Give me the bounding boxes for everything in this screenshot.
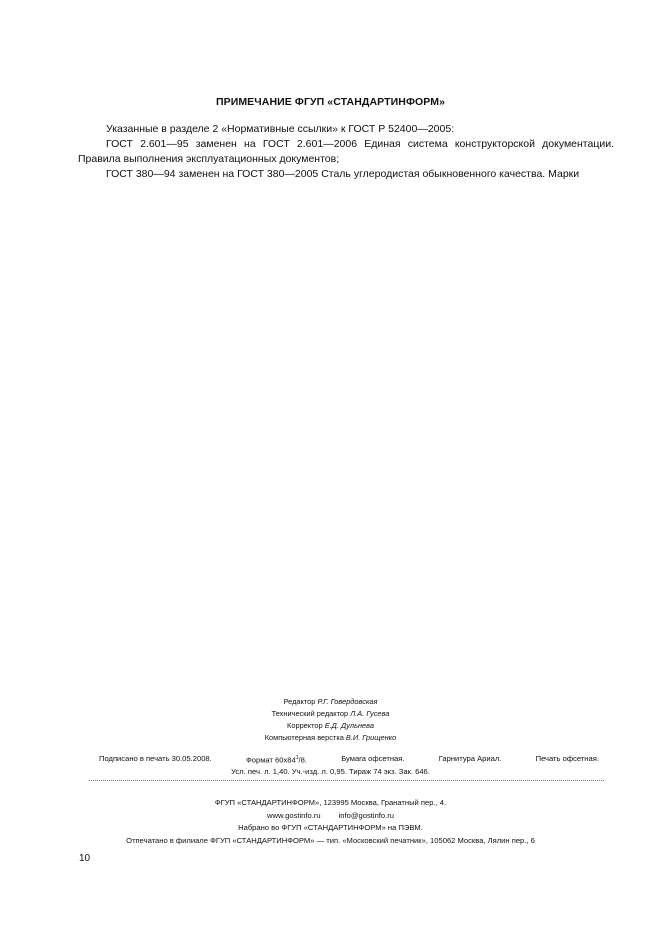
credit-editor <box>0 696 661 708</box>
credit-editor-name: Р.Г. Говердовская <box>317 697 378 706</box>
imprint-format-numerator: 1 <box>295 755 299 761</box>
credit-proofreader <box>0 720 661 732</box>
imprint-format-denominator: /8. <box>298 755 307 765</box>
imprint-paper: Бумага офсетная. <box>341 754 405 763</box>
publisher-printed: Отпечатано в филиале ФГУП «СТАНДАРТИНФОРМ» — тип. «Московский печатник», 105062 Москва, Лялин пер., 6 <box>126 835 535 845</box>
credit-tech-editor-name: Л.А. Гусева <box>350 709 390 718</box>
imprint-printing: Печать офсетная. <box>535 754 599 763</box>
credit-layout-label: Компьютерная верстка <box>264 733 344 742</box>
credit-layout <box>0 732 661 744</box>
publisher-address: ФГУП «СТАНДАРТИНФОРМ», 123995 Москва, Гранатный пер., 4. <box>214 798 447 807</box>
credit-editor-label: Редактор <box>283 697 316 706</box>
imprint-format-prefix: Формат 60х84 <box>245 755 296 765</box>
note-paragraph-3: Правила выполнения эксплуатационных документов; <box>78 153 340 165</box>
credit-proofreader-name: Е.Д. Дульнева <box>324 721 374 730</box>
note-paragraph-1: Указанные в разделе 2 «Нормативные ссылки» к ГОСТ Р 52400—2005: <box>106 123 455 135</box>
credit-proofreader-label: Корректор <box>287 721 323 730</box>
imprint-font: Гарнитура Ариал. <box>438 754 502 763</box>
publisher-contacts <box>0 810 661 823</box>
credit-tech-editor-label: Технический редактор <box>271 709 349 718</box>
imprint-row-2: Усл. печ. л. 1,40. Уч.-изд. л. 0,95. Тираж 74 экз. Зак. 646. <box>231 767 430 776</box>
credit-layout-name: В.И. Грищенко <box>345 733 397 742</box>
imprint-signed: Подписано в печать 30.05.2008. <box>99 754 212 763</box>
publisher-email: info@gostinfo.ru <box>338 810 395 820</box>
credits-block <box>0 696 661 744</box>
note-body <box>78 122 614 182</box>
note-paragraph-4: ГОСТ 380—94 заменен на ГОСТ 380—2005 Сталь углеродистая обыкновенного качества. Марки <box>106 168 580 180</box>
page-number: 10 <box>79 853 91 864</box>
credit-tech-editor <box>0 708 661 720</box>
note-paragraph-2: ГОСТ 2.601—95 заменен на ГОСТ 2.601—2006 Единая система конструкторской документации. <box>106 138 614 150</box>
publisher-block <box>0 797 661 847</box>
divider-line <box>89 780 604 781</box>
publisher-typeset: Набрано во ФГУП «СТАНДАРТИНФОРМ» на ПЭВМ. <box>238 823 423 832</box>
note-title: ПРИМЕЧАНИЕ ФГУП «СТАНДАРТИНФОРМ» <box>215 96 446 108</box>
publisher-website: www.gostinfo.ru <box>266 810 321 820</box>
